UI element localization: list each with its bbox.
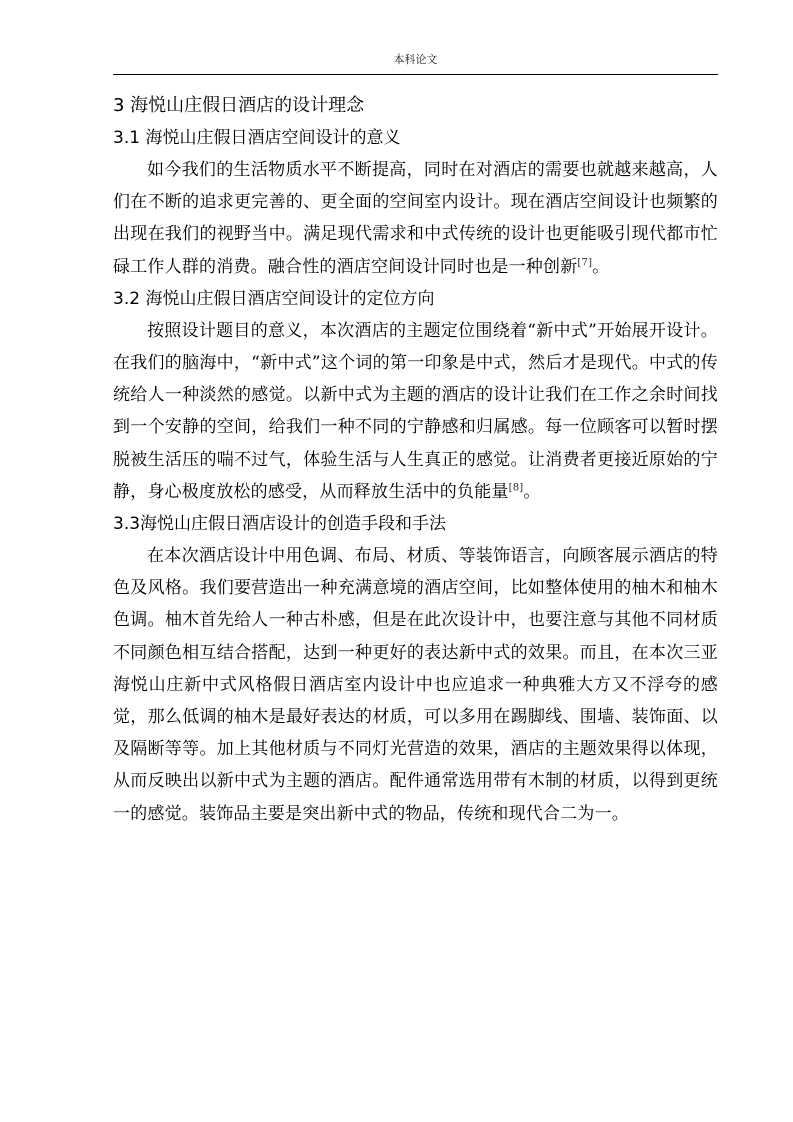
section-heading-3-3: 3.3海悦山庄假日酒店设计的创造手段和手法	[113, 514, 447, 535]
section-paragraph-3-1	[113, 154, 718, 283]
citation-ref: [7]	[577, 256, 593, 268]
paragraph-text: 如今我们的生活物质水平不断提高，同时在对酒店的需要也就越来越高，人们在不断的追求更完善的、更全面的空间室内设计。现在酒店空间设计也频繁的出现在我们的视野当中。满足现代需求和中式传统的设计也更能吸引现代都市忙碌工作人群的消费。融合性的酒店空间设计同时也是一种创新	[113, 160, 718, 277]
section-paragraph-3-2	[113, 315, 718, 508]
header-title: 本科论文	[393, 53, 438, 66]
paragraph-text: 在本次酒店设计中用色调、布局、材质、等装饰语言，向顾客展示酒店的特色及风格。我们要营造出一种充满意境的酒店空间，比如整体使用的柚木和柚木色调。柚木首先给人一种古朴感，但是在此次设计中，也要注意与其他不同材质不同颜色相互结合搭配，达到一种更好的表达新中式的效果。而且，在本次三亚海悦山庄新中式风格假日酒店室内设计中也应追求一种典雅大方又不浮夸的感觉，那么低调的柚木是最好表达的材质，可以多用在踢脚线、围墙、装饰面、以及隔断等等。加上其他材质与不同灯光营造的效果，酒店的主题效果得以体现，从而反映出以新中式为主题的酒店。配件通常选用带有木制的材质，以得到更统一的感觉。装饰品主要是突出新中式的物品，传统和现代合二为一。	[113, 546, 718, 824]
paragraph-text: 按照设计题目的意义，本次酒店的主题定位围绕着“新中式”开始展开设计。在我们的脑海中，“新中式”这个词的第一印象是中式，然后才是现代。中式的传统给人一种淡然的感觉。以新中式为主题的酒店的设计让我们在工作之余时间找到一个安静的空间，给我们一种不同的宁静感和归属感。每一位顾客可以暂时摆脱被生活压的喘不过气，体验生活与人生真正的感觉。让消费者更接近原始的宁静，身心极度放松的感受，从而释放生活中的负能量	[113, 320, 718, 502]
chapter-heading: 3 海悦山庄假日酒店的设计理念	[113, 95, 365, 116]
section-paragraph-3-3	[113, 540, 718, 830]
section-heading-3-1: 3.1 海悦山庄假日酒店空间设计的意义	[113, 128, 401, 148]
paragraph-tail: 。	[523, 481, 541, 502]
paragraph-tail: 。	[592, 256, 610, 277]
page-body	[113, 90, 718, 830]
citation-ref: [8]	[508, 482, 524, 494]
section-heading-3-2: 3.2 海悦山庄假日酒店空间设计的定位方向	[113, 288, 435, 309]
page-header	[113, 52, 718, 75]
